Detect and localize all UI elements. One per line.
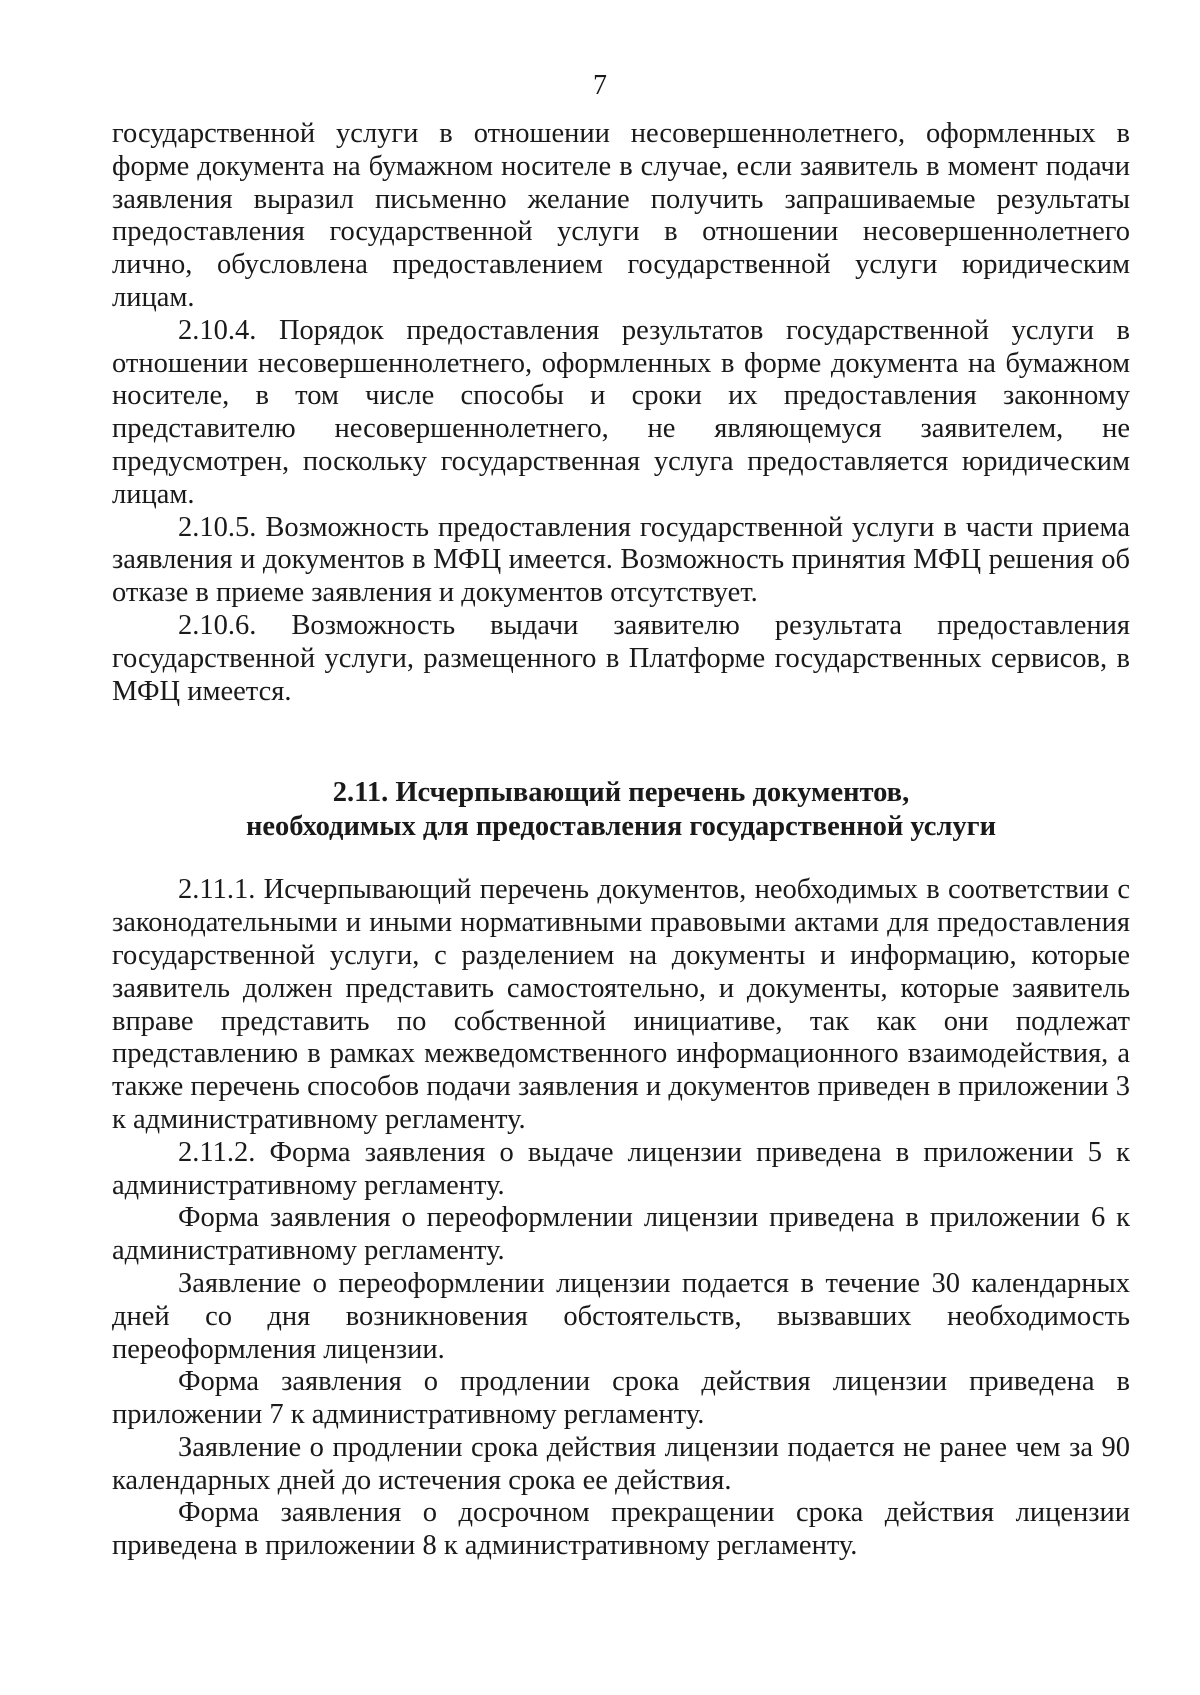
section-heading-line-2: необходимых для предоставления государственной услуги xyxy=(245,811,997,843)
paragraph-2-11-2: 2.11.2. Форма заявления о выдаче лицензии приведена в приложении 5 к административному регламенту. xyxy=(112,1136,1130,1201)
paragraph-2-10-5: 2.10.5. Возможность предоставления государственной услуги в части приема заявления и документов в МФЦ имеется. Возможность принятия МФЦ решения об отказе в приеме заявления и документов отсутствует. xyxy=(112,511,1130,609)
section-heading-line-1: 2.11. Исчерпывающий перечень документов, xyxy=(332,777,910,809)
paragraph-2-10-4: 2.10.4. Порядок предоставления результатов государственной услуги в отношении несовершеннолетнего, оформленных в форме документа на бумажном носителе, в том числе способы и сроки их предоставления законному представителю несовершеннолетнего, не являющемуся заявителем, не предусмотрен, поскольку государственная услуга предоставляется юридическим лицам. xyxy=(112,314,1130,510)
section-heading xyxy=(112,776,1130,844)
paragraph-reissue-deadline: Заявление о переоформлении лицензии подается в течение 30 календарных дней со дня возникновения обстоятельств, вызвавших необходимость переоформления лицензии. xyxy=(112,1267,1130,1365)
paragraph-extension-form: Форма заявления о продлении срока действия лицензии приведена в приложении 7 к административному регламенту. xyxy=(112,1366,1130,1431)
paragraph-extension-deadline: Заявление о продлении срока действия лицензии подается не ранее чем за 90 календарных дней до истечения срока ее действия. xyxy=(112,1431,1130,1496)
paragraph-continuation: государственной услуги в отношении несовершеннолетнего, оформленных в форме документа на бумажном носителе в случае, если заявитель в момент подачи заявления выразил письменно желание получить запрашиваемые результаты предоставления государственной услуги в отношении несовершеннолетнего лично, обусловлена предоставлением государственной услуги юридическим лицам. xyxy=(112,118,1130,313)
paragraph-2-11-1: 2.11.1. Исчерпывающий перечень документов, необходимых в соответствии с законодательными и иными нормативными правовыми актами для предоставления государственной услуги, с разделением на документы и информацию, которые заявитель должен представить самостоятельно, и документы, которые заявитель вправе представить по собственной инициативе, так как они подлежат представлению в рамках межведомственного информационного взаимодействия, а также перечень способов подачи заявления и документов приведен в приложении 3 к административному регламенту. xyxy=(112,874,1130,1135)
paragraph-2-10-6: 2.10.6. Возможность выдачи заявителю результата предоставления государственной услуги, размещенного в Платформе государственных сервисов, в МФЦ имеется. xyxy=(112,609,1130,707)
paragraph-termination-form: Форма заявления о досрочном прекращении срока действия лицензии приведена в приложении 8 к административному регламенту. xyxy=(112,1497,1130,1562)
document-body xyxy=(112,118,1130,1563)
page-number: 7 xyxy=(593,70,607,101)
paragraph-reissue-form: Форма заявления о переоформлении лицензии приведена в приложении 6 к административному регламенту. xyxy=(112,1202,1130,1267)
